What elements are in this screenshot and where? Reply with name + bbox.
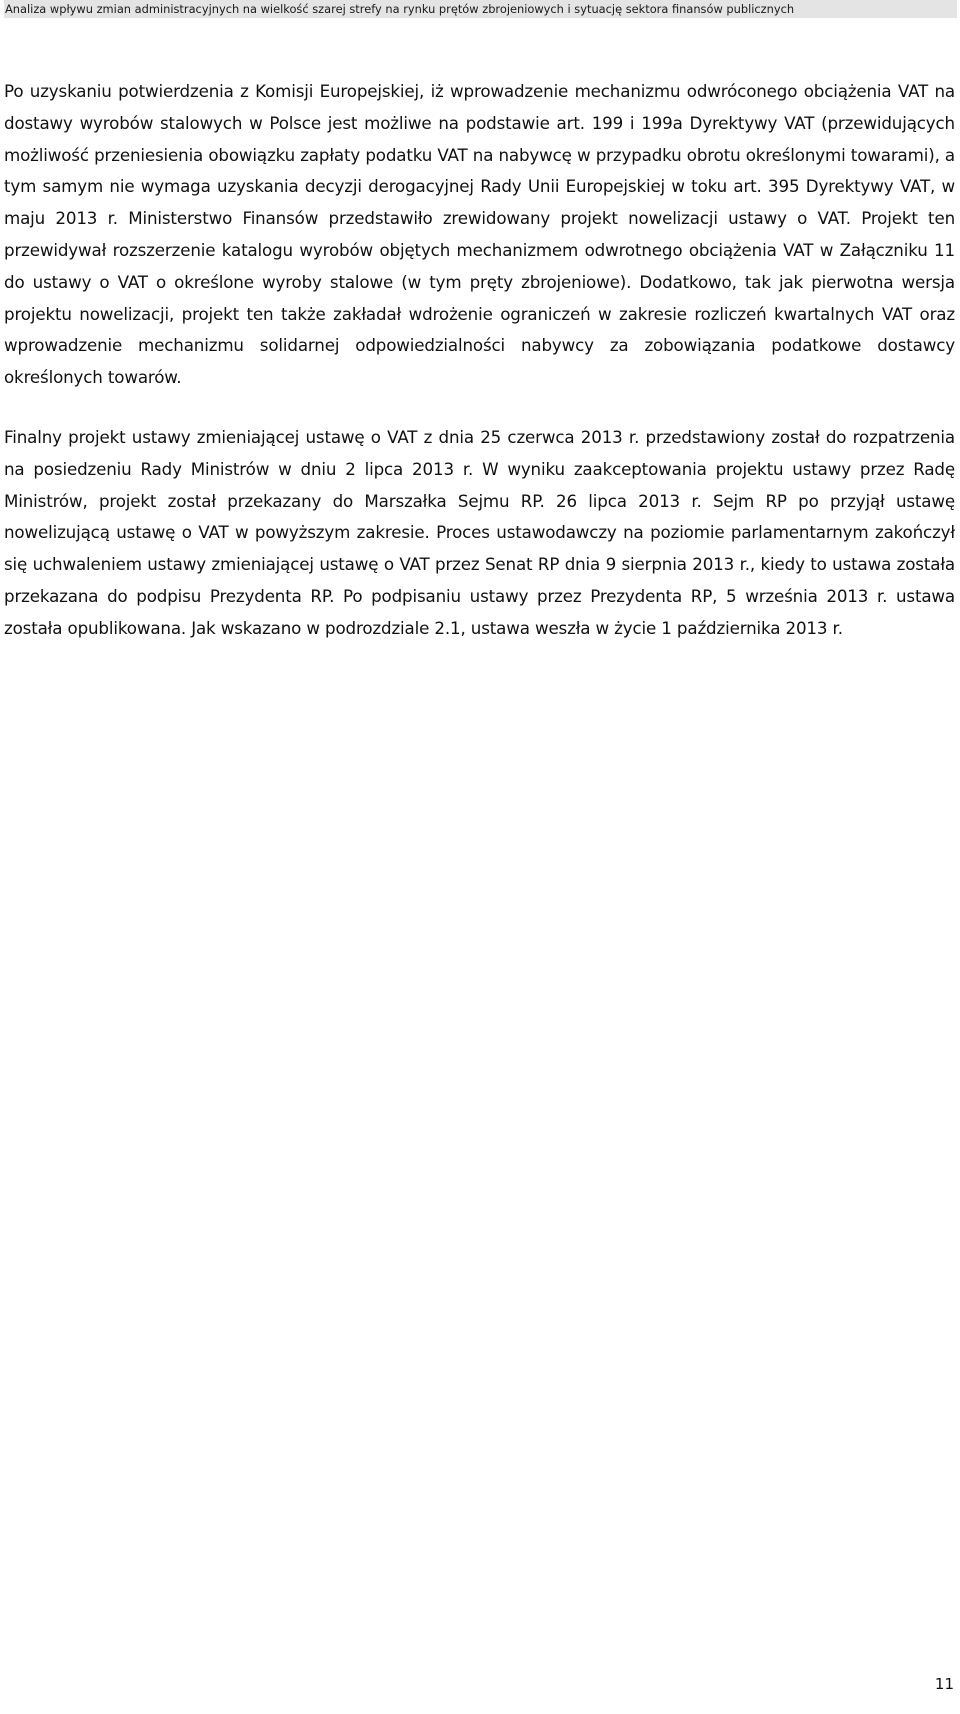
document-body (4, 76, 955, 645)
paragraph-2: Finalny projekt ustawy zmieniającej ustawę o VAT z dnia 25 czerwca 2013 r. przedstawiony został do rozpatrzenia na posiedzeniu Rady Ministrów w dniu 2 lipca 2013 r. W wyniku zaakceptowania projektu ustawy przez Radę Ministrów, projekt został przekazany do Marszałka Sejmu RP. 26 lipca 2013 r. Sejm RP po przyjął ustawę nowelizującą ustawę o VAT w powyższym zakresie. Proces ustawodawczy na poziomie parlamentarnym zakończył się uchwaleniem ustawy zmieniającej ustawę o VAT przez Senat RP dnia 9 sierpnia 2013 r., kiedy to ustawa została przekazana do podpisu Prezydenta RP. Po podpisaniu ustawy przez Prezydenta RP, 5 września 2013 r. ustawa została opublikowana. Jak wskazano w podrozdziale 2.1, ustawa weszła w życie 1 października 2013 r. (4, 426, 955, 638)
running-header: Analiza wpływu zmian administracyjnych na wielkość szarej strefy na rynku prętów zbrojeniowych i sytuację sektora finansów publicznych (4, 0, 957, 18)
paragraph-1: Po uzyskaniu potwierdzenia z Komisji Europejskiej, iż wprowadzenie mechanizmu odwróconego obciążenia VAT na dostawy wyrobów stalowych w Polsce jest możliwe na podstawie art. 199 i 199a Dyrektywy VAT (przewidujących możliwość przeniesienia obowiązku zapłaty podatku VAT na nabywcę w przypadku obrotu określonymi towarami), a tym samym nie wymaga uzyskania decyzji derogacyjnej Rady Unii Europejskiej w toku art. 395 Dyrektywy VAT, w maju 2013 r. Ministerstwo Finansów przedstawiło zrewidowany projekt nowelizacji ustawy o VAT. Projekt ten przewidywał rozszerzenie katalogu wyrobów objętych mechanizmem odwrotnego obciążenia VAT w Załączniku 11 do ustawy o VAT o określone wyroby stalowe (w tym pręty zbrojeniowe). Dodatkowo, tak jak pierwotna wersja projektu nowelizacji, projekt ten także zakładał wdrożenie ograniczeń w zakresie rozliczeń kwartalnych VAT oraz wprowadzenie mechanizmu solidarnej odpowiedzialności nabywcy za zobowiązania podatkowe dostawcy określonych towarów. (4, 81, 955, 388)
page-number: 11 (934, 1675, 954, 1693)
